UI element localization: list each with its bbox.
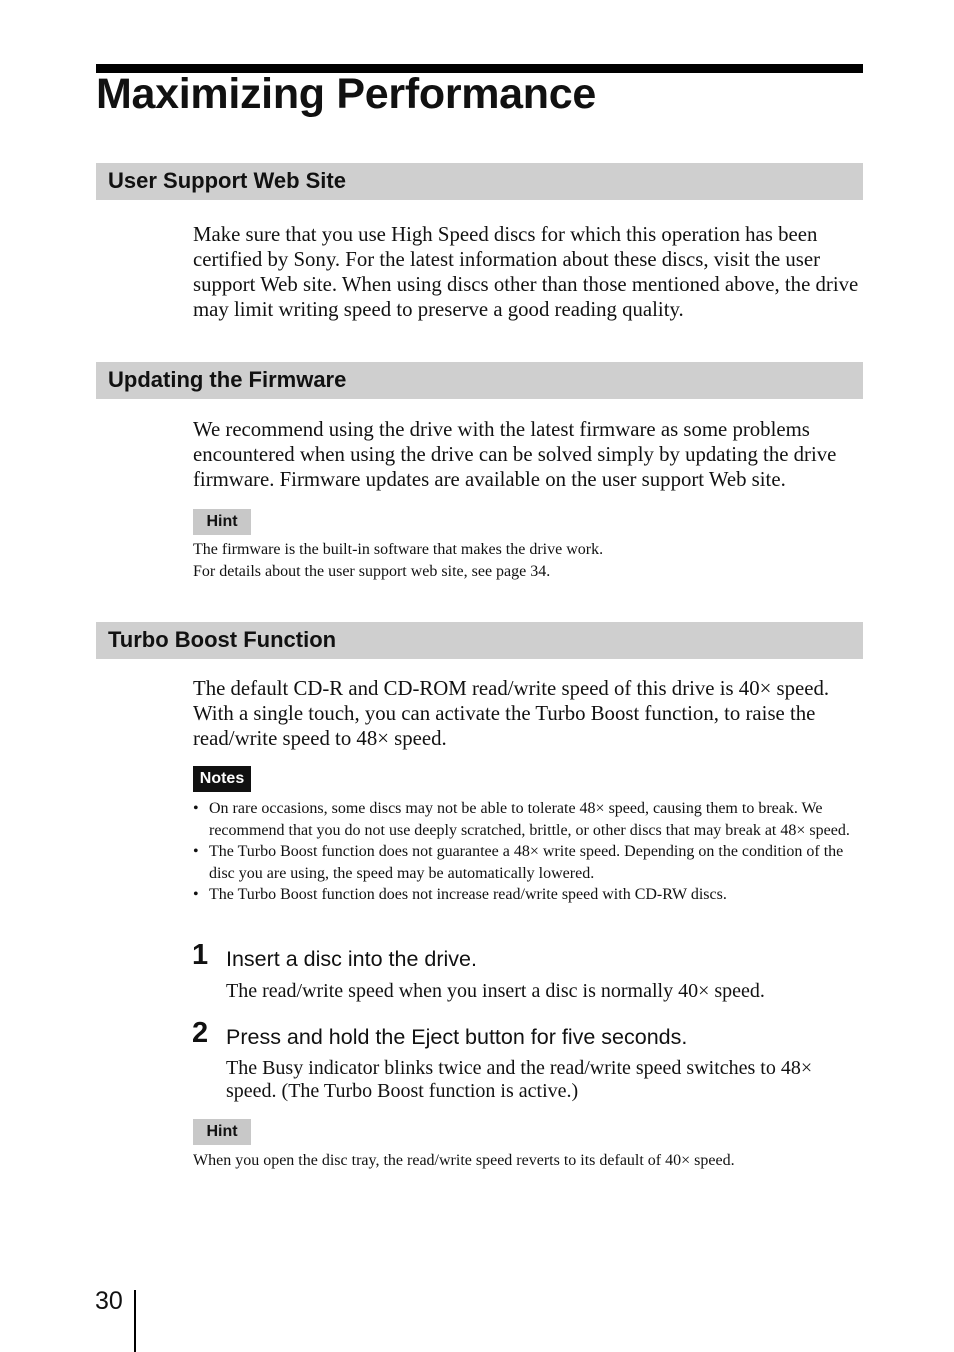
section-header-user-support [96,163,863,200]
step-title: Press and hold the Eject button for five seconds. [226,1025,688,1049]
paragraph: The default CD-R and CD-ROM read/write speed of this drive is 40× speed. With a single touch, you can activate the Turbo Boost function, to raise the read/write speed to 48× speed. [193,677,830,750]
page-number: 30 [95,1287,123,1315]
note-item: • The Turbo Boost function does not guarantee a 48× write speed. Depending on the condition of the disc you are using, the speed may be automatically lowered. [193,841,865,884]
section-body-turbo-boost [193,676,865,751]
section-heading: Turbo Boost Function [108,627,337,652]
notes-label: Notes [193,766,251,792]
hint-text-turbo-boost [193,1150,863,1172]
paragraph: We recommend using the drive with the latest firmware as some problems encountered when using the drive can be solved simply by updating the drive firmware. Firmware updates are available on the user support Web site. [193,418,837,491]
step-description-text: The Busy indicator blinks twice and the read/write speed switches to 48× speed. (The Turbo Boost function is active.) [226,1057,813,1102]
page-number-rule [134,1290,136,1352]
hint-line: The firmware is the built-in software that makes the drive work. [193,541,604,558]
section-heading: User Support Web Site [108,168,346,193]
notes-list [193,798,865,906]
section-body-firmware [193,417,865,492]
section-body-user-support [193,222,865,322]
section-header-firmware [96,362,863,399]
step-title: Insert a disc into the drive. [226,947,477,971]
hint-line: When you open the disc tray, the read/write speed reverts to its default of 40× speed. [193,1152,735,1169]
note-item: • The Turbo Boost function does not increase read/write speed with CD-RW discs. [193,884,865,906]
step-number: 2 [192,1017,209,1049]
paragraph: Make sure that you use High Speed discs for which this operation has been certified by Sony. For the latest information about these discs, visit the user support Web site. When using discs other than those mentioned above, the drive may limit writing speed to preserve a good reading quality. [193,223,859,321]
hint-text-firmware [193,539,863,582]
section-heading: Updating the Firmware [108,367,347,392]
hint-label: Hint [193,1119,251,1145]
step-description [226,980,866,1003]
note-item: • On rare occasions, some discs may not be able to tolerate 48× speed, causing them to break. We recommend that you do not use deeply scratched, brittle, or other discs that may break at 48× speed. [193,798,865,841]
step-description-text: The read/write speed when you insert a disc is normally 40× speed. [226,980,765,1002]
page-title: Maximizing Performance [96,70,596,118]
step-description [226,1057,836,1103]
step-number: 1 [192,939,209,971]
hint-label: Hint [193,509,251,535]
hint-line: For details about the user support web site, see page 34. [193,562,551,580]
section-header-turbo-boost [96,622,863,659]
